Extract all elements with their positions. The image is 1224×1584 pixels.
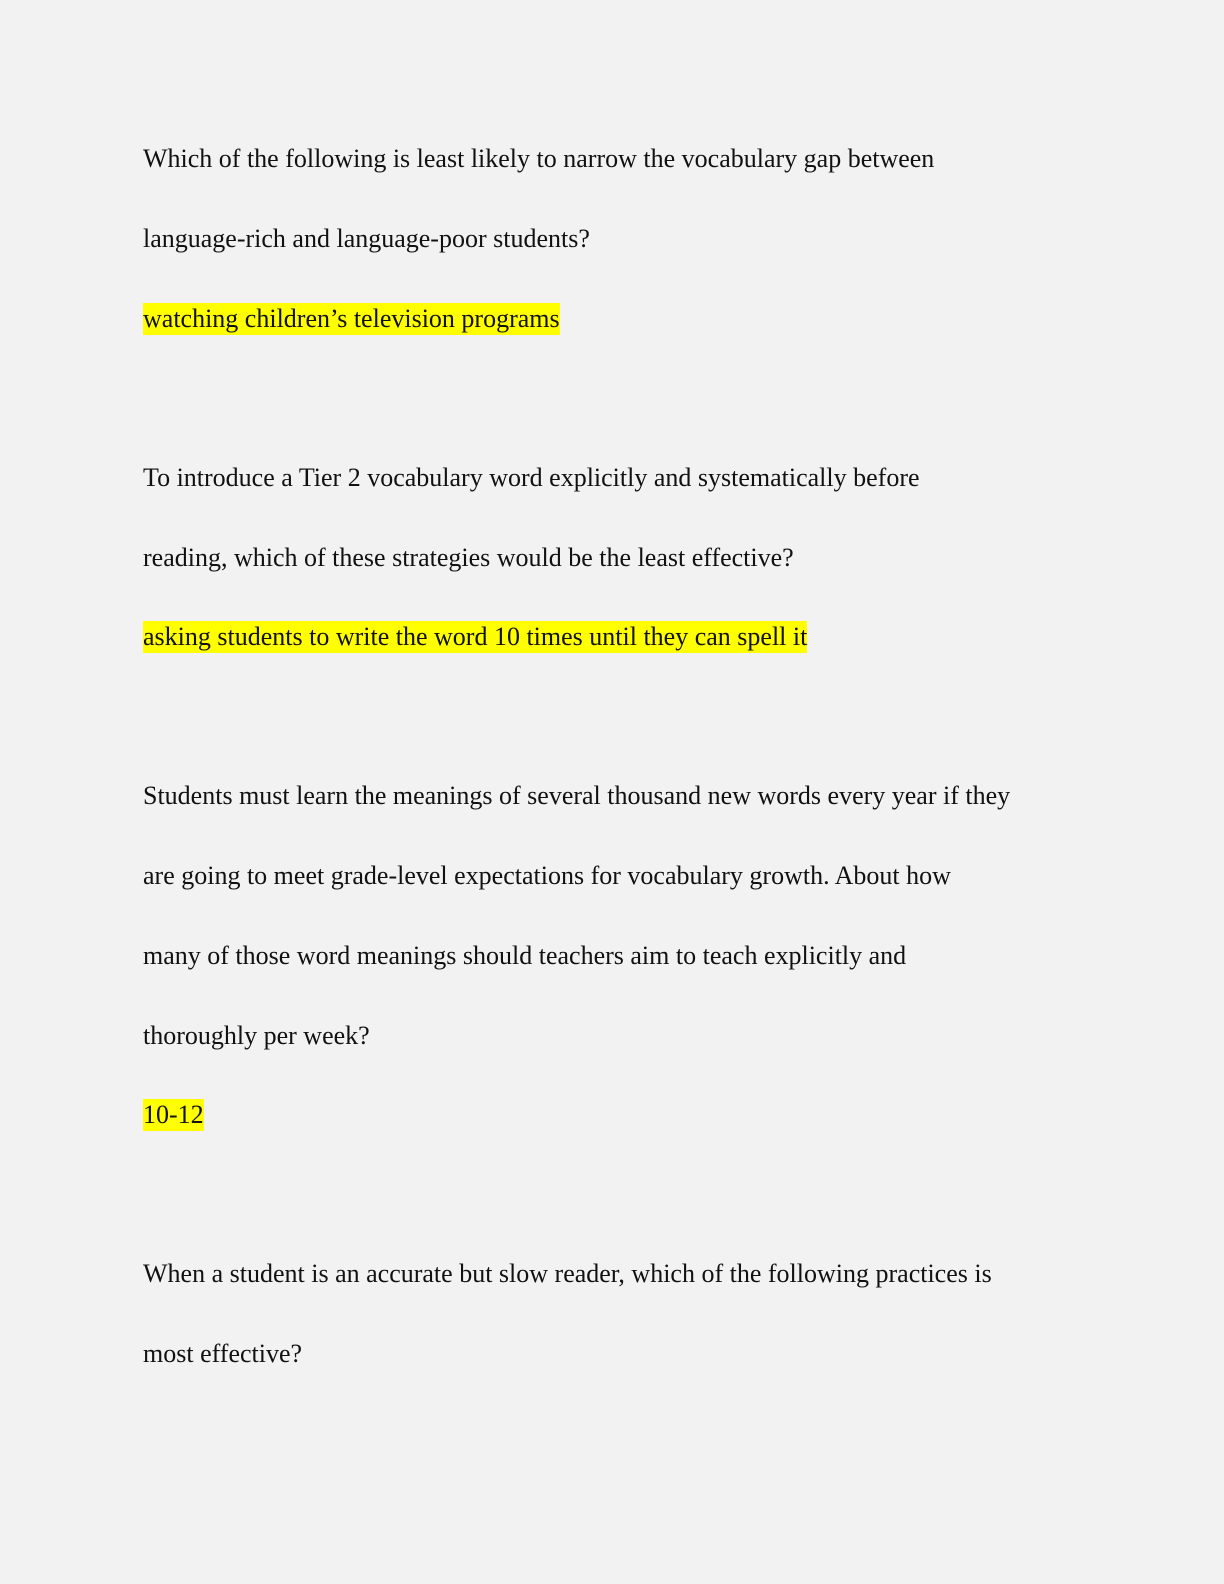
question-1-line-2: language-rich and language-poor students? xyxy=(143,224,590,253)
question-3-line-2: are going to meet grade-level expectations for vocabulary growth. About how xyxy=(143,861,951,890)
answer-3-highlight: 10-12 xyxy=(143,1100,204,1129)
question-3-line-3: many of those word meanings should teachers aim to teach explicitly and xyxy=(143,941,907,970)
question-2-line-1: To introduce a Tier 2 vocabulary word explicitly and systematically before xyxy=(143,463,920,492)
question-3-line-4: thoroughly per week? xyxy=(143,1021,370,1050)
answer-1-highlight: watching children’s television programs xyxy=(143,304,560,333)
question-3-line-1: Students must learn the meanings of several thousand new words every year if they xyxy=(143,781,1011,810)
question-4-line-1: When a student is an accurate but slow reader, which of the following practices is xyxy=(143,1259,992,1288)
answer-3 xyxy=(143,1095,204,1135)
answer-1 xyxy=(143,299,560,339)
question-2-line-2: reading, which of these strategies would be the least effective? xyxy=(143,543,794,572)
answer-2 xyxy=(143,617,807,657)
question-4-line-2: most effective? xyxy=(143,1339,303,1368)
answer-2-highlight: asking students to write the word 10 times until they can spell it xyxy=(143,622,808,651)
question-1-line-1: Which of the following is least likely to narrow the vocabulary gap between xyxy=(143,144,935,173)
